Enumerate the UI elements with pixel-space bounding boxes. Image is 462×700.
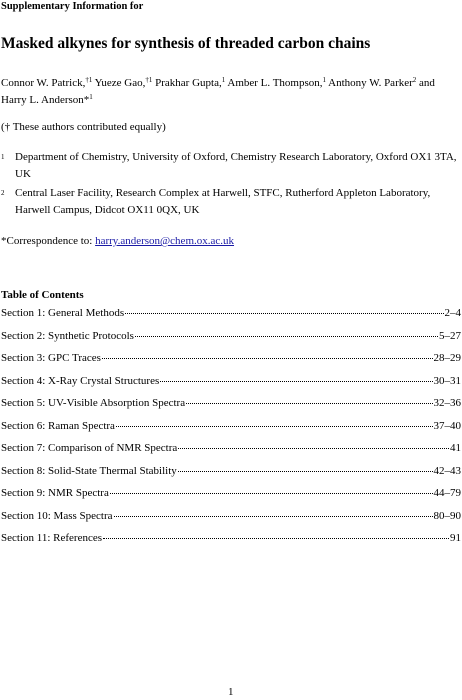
toc-leader-dots — [178, 447, 449, 449]
toc-entry-label: Section 11: References — [1, 532, 102, 544]
author-name: Yueze Gao, — [92, 77, 146, 89]
author-affiliation-mark: 1 — [322, 76, 326, 84]
author-affiliation-mark: 2 — [412, 76, 417, 84]
toc-entry-pages: 32–36 — [433, 397, 461, 409]
toc-entry[interactable] — [1, 510, 461, 533]
affiliation-number: 2 — [1, 189, 5, 197]
table-of-contents — [1, 307, 461, 555]
toc-entry-label: Section 7: Comparison of NMR Spectra — [1, 442, 178, 454]
affiliation-text: Department of Chemistry, University of Oxford, Chemistry Research Laboratory, Oxford OX1 3TA, UK — [15, 151, 457, 180]
toc-entry[interactable] — [1, 487, 461, 510]
author-conjunction: and — [416, 77, 435, 89]
affiliation-1 — [1, 149, 461, 183]
author-name: Anthony W. Parker — [326, 77, 413, 89]
toc-entry[interactable] — [1, 397, 461, 420]
toc-leader-dots — [186, 402, 432, 404]
toc-entry-label: Section 6: Raman Spectra — [1, 419, 115, 432]
toc-entry-label: Section 1: General Methods — [1, 307, 125, 319]
toc-entry-label: Section 9: NMR Spectra — [1, 487, 109, 499]
toc-entry-pages: 44–79 — [433, 487, 461, 499]
author-line-1 — [1, 75, 461, 92]
toc-entry-label: Section 8: Solid-State Thermal Stability — [1, 464, 177, 477]
correspondence-label: *Correspondence to: — [1, 235, 96, 247]
affiliation-2 — [1, 185, 461, 219]
toc-entry-pages: 37–40 — [433, 419, 461, 432]
toc-entry[interactable] — [1, 307, 461, 330]
toc-entry[interactable] — [1, 352, 461, 375]
supplementary-heading: Supplementary Information for — [1, 1, 144, 12]
toc-entry[interactable] — [1, 375, 461, 398]
toc-entry-label: Section 4: X-Ray Crystal Structures — [1, 374, 160, 387]
toc-entry[interactable] — [1, 420, 461, 443]
toc-leader-dots — [125, 312, 443, 314]
page-number: 1 — [228, 686, 234, 698]
toc-entry[interactable] — [1, 532, 461, 555]
affiliation-number: 1 — [1, 153, 5, 161]
author-name: Harry L. Anderson* — [1, 94, 90, 106]
author-list — [1, 75, 461, 109]
toc-entry-label: Section 5: UV-Visible Absorption Spectra — [1, 397, 186, 409]
author-affiliation-mark: 1 — [89, 93, 93, 101]
equal-contribution-note: († These authors contributed equally) — [1, 121, 166, 133]
toc-leader-dots — [160, 380, 432, 382]
author-name: Connor W. Patrick, — [1, 77, 86, 89]
toc-entry-pages: 41 — [450, 442, 461, 454]
toc-entry[interactable] — [1, 442, 461, 465]
toc-entry-pages: 28–29 — [433, 352, 461, 364]
toc-entry-pages: 42–43 — [433, 464, 461, 477]
toc-entry-label: Section 2: Synthetic Protocols — [1, 329, 134, 342]
toc-heading: Table of Contents — [1, 289, 84, 301]
author-affiliation-mark: †1 — [85, 76, 93, 84]
author-line-2 — [1, 92, 461, 109]
correspondence-line — [1, 235, 234, 247]
author-name: Amber L. Thompson, — [225, 77, 323, 89]
toc-entry[interactable] — [1, 465, 461, 488]
toc-entry[interactable] — [1, 330, 461, 353]
toc-leader-dots — [116, 425, 433, 427]
author-name: Prakhar Gupta, — [152, 77, 222, 89]
toc-leader-dots — [102, 357, 433, 359]
affiliation-text: Central Laser Facility, Research Complex at Harwell, STFC, Rutherford Appleton Laboratory, Harwell Campus, Didcot OX11 0QX, UK — [15, 187, 431, 216]
toc-entry-label: Section 3: GPC Traces — [1, 352, 101, 364]
author-affiliation-mark: †1 — [145, 76, 153, 84]
toc-entry-label: Section 10: Mass Spectra — [1, 509, 113, 522]
toc-entry-pages: 5–27 — [439, 329, 461, 342]
toc-leader-dots — [135, 335, 438, 337]
toc-leader-dots — [178, 470, 433, 472]
toc-entry-pages: 91 — [450, 532, 461, 544]
toc-entry-pages: 2–4 — [444, 307, 461, 319]
author-affiliation-mark: 1 — [221, 76, 226, 84]
correspondence-email-link[interactable]: harry.anderson@chem.ox.ac.uk — [95, 235, 235, 247]
paper-title: Masked alkynes for synthesis of threaded carbon chains — [1, 35, 371, 52]
toc-leader-dots — [103, 537, 449, 539]
toc-entry-pages: 30–31 — [433, 374, 461, 387]
toc-entry-pages: 80–90 — [433, 509, 461, 522]
toc-leader-dots — [110, 492, 433, 494]
toc-leader-dots — [114, 515, 433, 517]
